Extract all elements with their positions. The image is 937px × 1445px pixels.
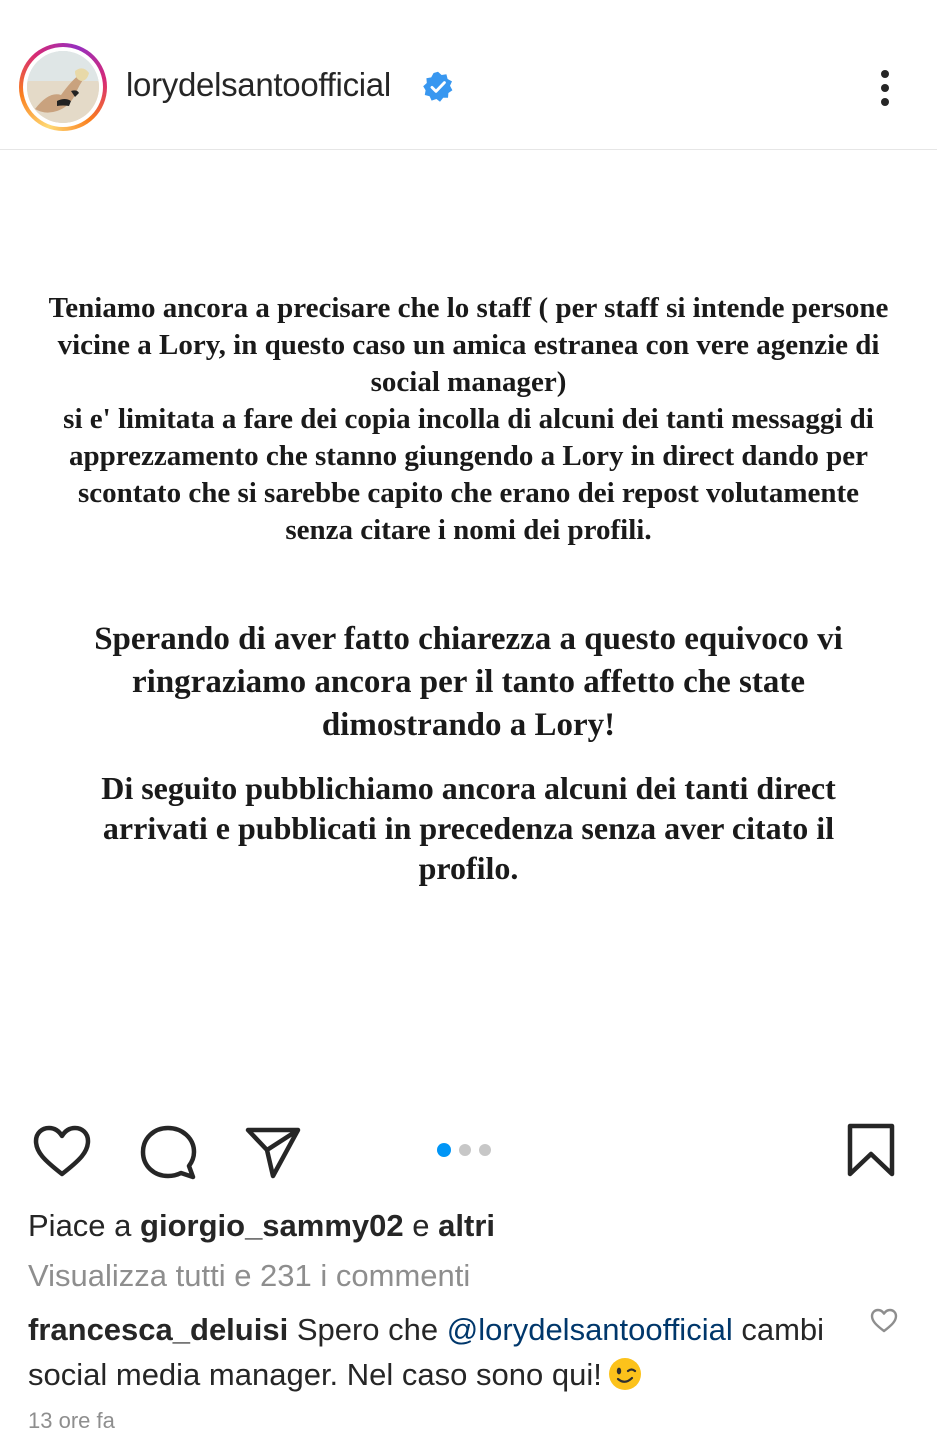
text-line: vicine a Lory, in questo caso un amica estranea con vere agenzie di bbox=[57, 329, 880, 361]
verified-badge-icon bbox=[422, 71, 454, 103]
comment-text: Spero che bbox=[296, 1312, 439, 1347]
story-ring[interactable] bbox=[19, 43, 107, 131]
text-line: Di seguito pubblichiamo ancora alcuni dei tanti direct bbox=[101, 770, 836, 806]
comment-username[interactable]: francesca_deluisi bbox=[28, 1312, 289, 1347]
post-text-paragraph-1 bbox=[30, 290, 907, 549]
carousel-indicator bbox=[437, 1141, 499, 1159]
liker-username[interactable]: giorgio_sammy02 bbox=[140, 1208, 404, 1243]
heart-icon[interactable] bbox=[32, 1124, 92, 1180]
text-line: arrivati e pubblicati in precedenza senza aver citato il bbox=[102, 810, 835, 846]
text-line: scontato che si sarebbe capito che erano dei repost volutamente bbox=[77, 477, 860, 509]
post-text-paragraph-2 bbox=[30, 618, 907, 747]
carousel-dot-active bbox=[437, 1143, 451, 1157]
comment-bubble-icon[interactable] bbox=[139, 1124, 197, 1182]
likes-summary[interactable] bbox=[28, 1208, 495, 1244]
view-all-comments-link[interactable]: Visualizza tutti e 231 i commenti bbox=[28, 1258, 471, 1293]
post-text-paragraph-3 bbox=[30, 768, 907, 888]
text-line: apprezzamento che stanno giungendo a Lory in direct dando per bbox=[69, 440, 868, 472]
comment-mention[interactable]: @lorydelsantoofficial bbox=[446, 1312, 733, 1347]
text-line: profilo. bbox=[418, 850, 519, 886]
text-line: senza citare i nomi dei profili. bbox=[285, 514, 652, 546]
send-paper-plane-icon[interactable] bbox=[244, 1124, 302, 1180]
bookmark-icon[interactable] bbox=[846, 1122, 896, 1178]
post-action-bar bbox=[0, 1110, 937, 1190]
winking-face-emoji-icon bbox=[608, 1357, 642, 1391]
text-line: si e' limitata a fare dei copia incolla di alcuni dei tanti messaggi di bbox=[63, 403, 874, 435]
comment-item bbox=[28, 1307, 848, 1397]
post-header bbox=[0, 0, 937, 150]
avatar[interactable] bbox=[27, 51, 99, 123]
text-line: Sperando di aver fatto chiarezza a questo equivoco vi bbox=[94, 621, 843, 657]
text-line: social manager) bbox=[370, 366, 567, 398]
text-line: ringraziamo ancora per il tanto affetto che state bbox=[132, 664, 805, 700]
post-image[interactable] bbox=[0, 150, 937, 1110]
post-timestamp: 13 ore fa bbox=[28, 1408, 115, 1433]
comment-heart-outline-icon[interactable] bbox=[870, 1308, 898, 1334]
text-line: dimostrando a Lory! bbox=[321, 707, 616, 743]
more-options-button[interactable] bbox=[868, 68, 902, 108]
username[interactable]: lorydelsantoofficial bbox=[126, 66, 391, 103]
likes-connector: e bbox=[412, 1208, 430, 1243]
comment-text-continued: cambi social media manager. Nel caso sono qui! bbox=[28, 1312, 825, 1392]
carousel-dot bbox=[459, 1144, 471, 1156]
carousel-dot bbox=[479, 1144, 491, 1156]
likes-others-link[interactable]: altri bbox=[438, 1208, 495, 1243]
text-line: Teniamo ancora a precisare che lo staff ( per staff si intende persone bbox=[48, 292, 889, 324]
avatar-photo-image bbox=[27, 51, 99, 123]
likes-prefix: Piace a bbox=[28, 1208, 132, 1243]
